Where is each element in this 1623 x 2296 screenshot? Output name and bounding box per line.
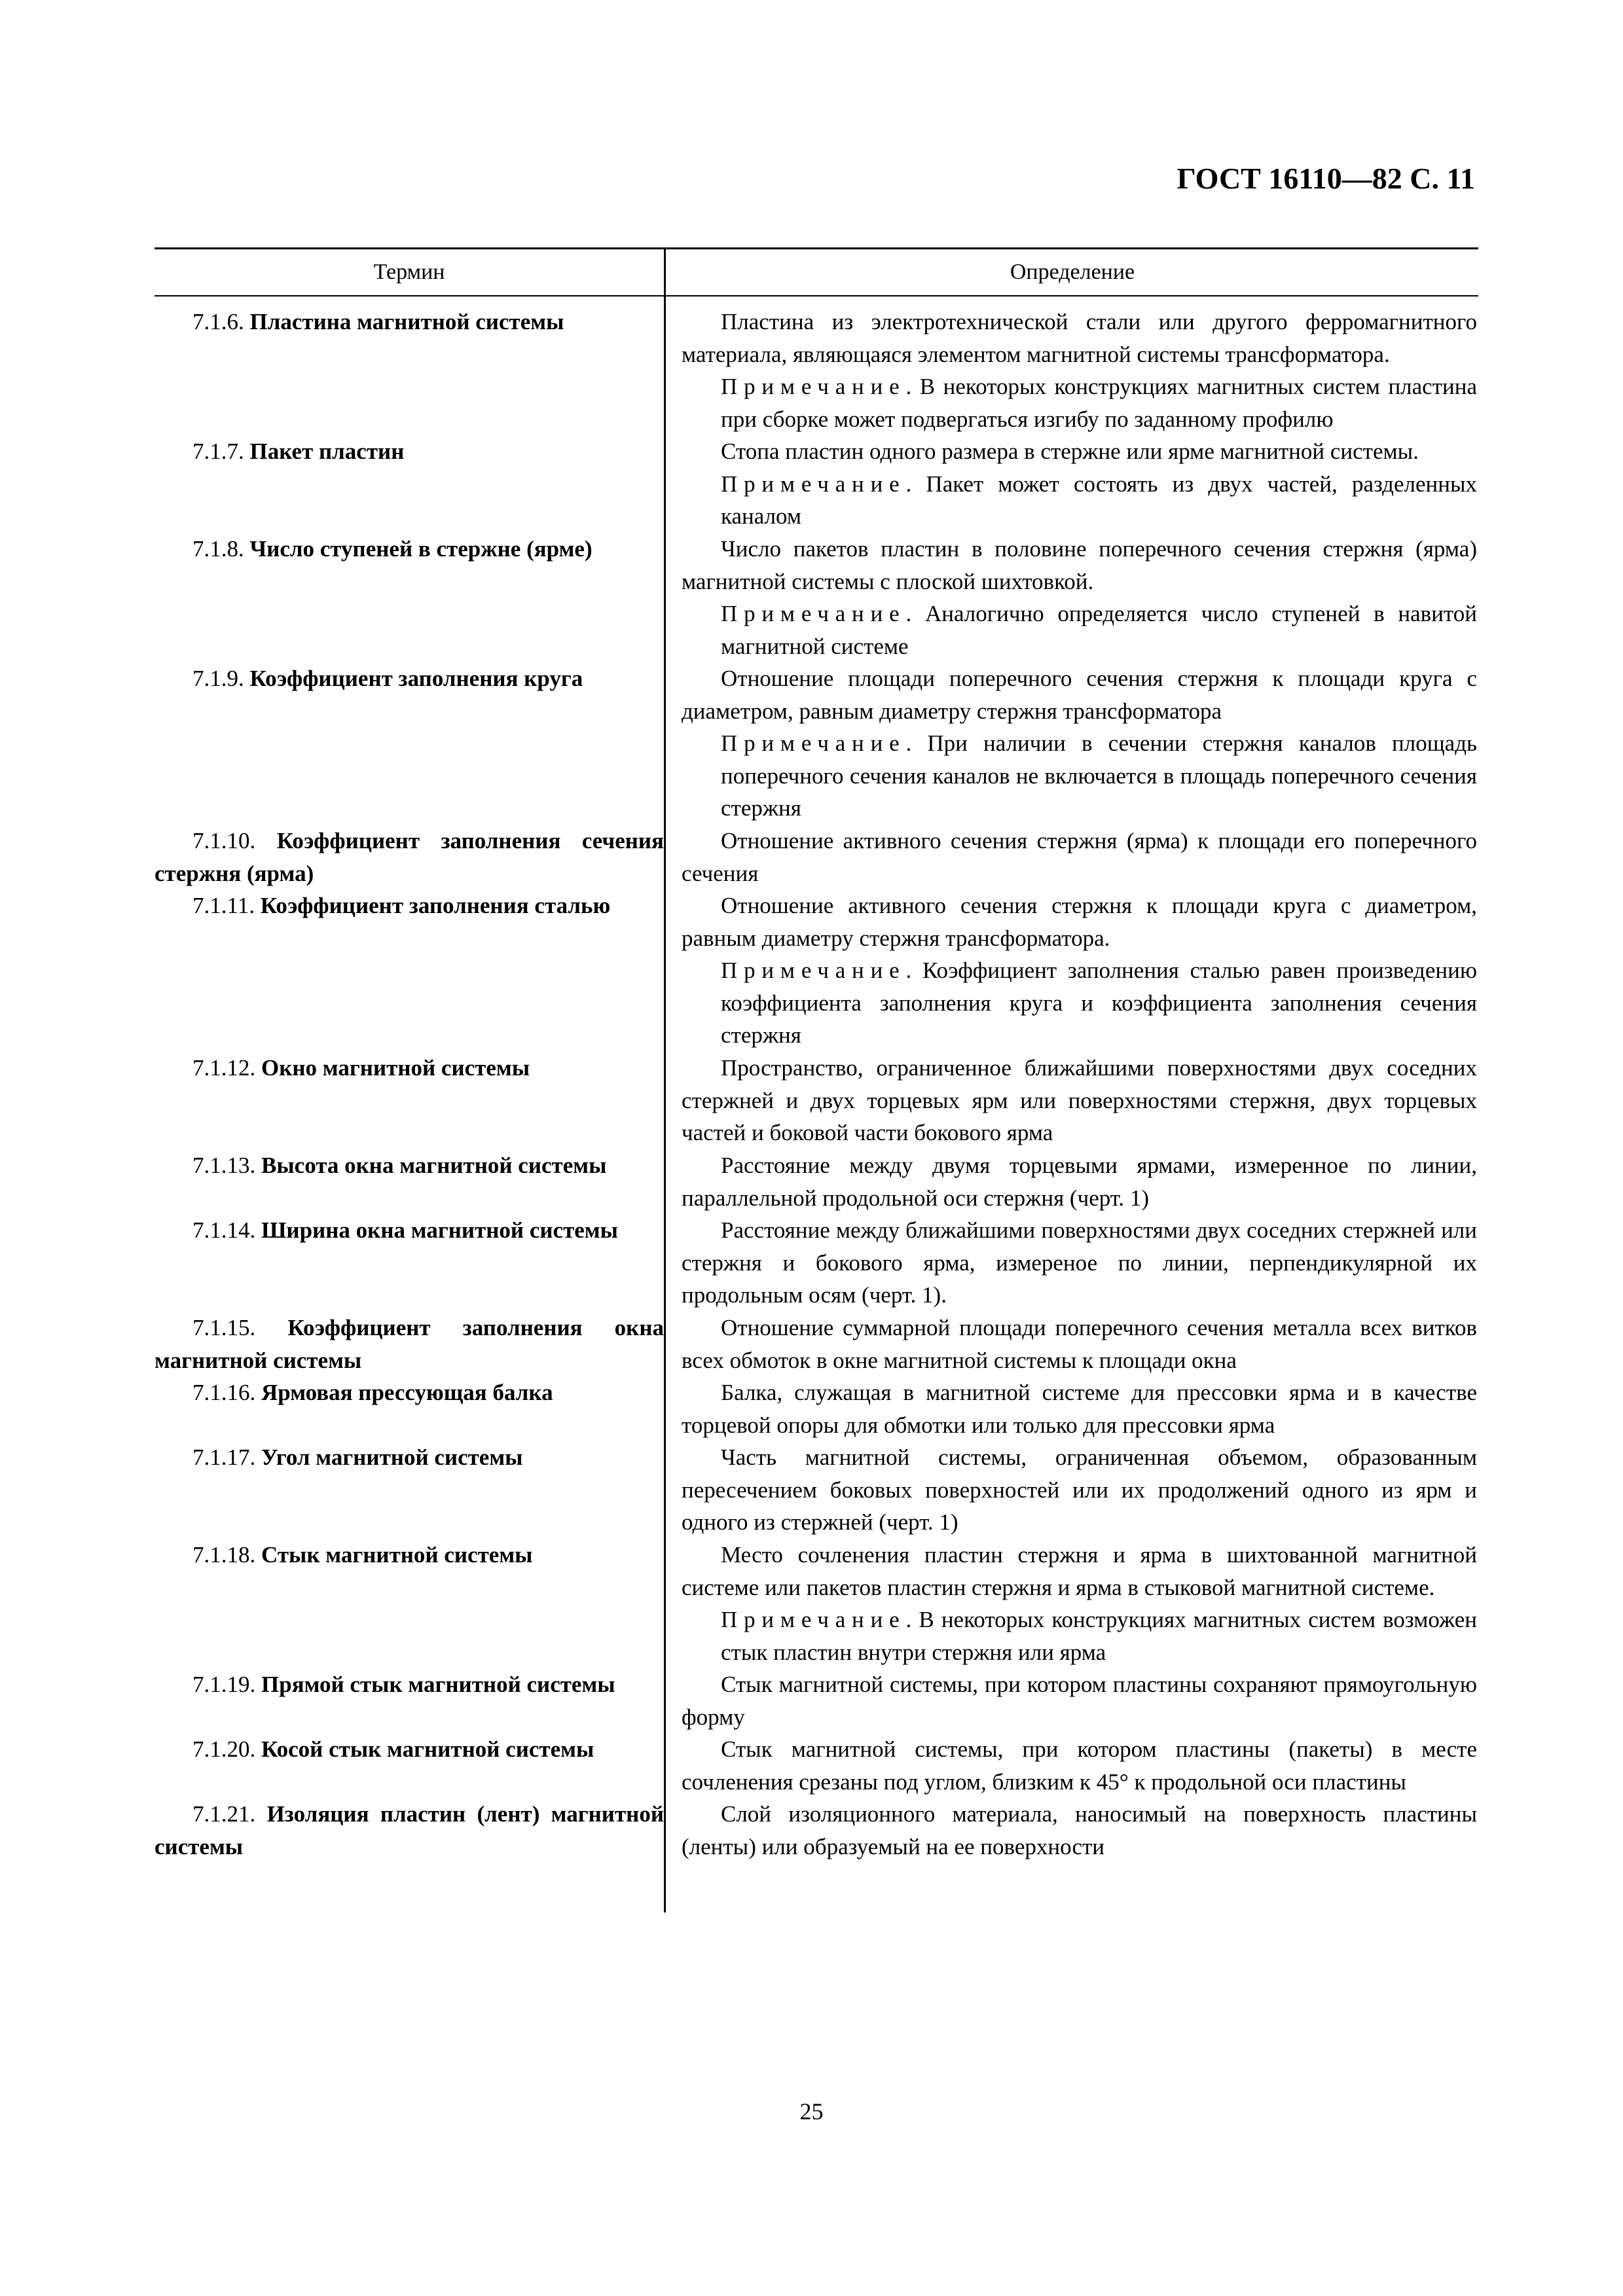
definition-text: Расстояние между двумя торцевыми ярмами, измеренное по линии, параллельной продольной оси стержня (черт. 1)	[682, 1153, 1477, 1211]
term-number: 7.1.19.	[192, 1672, 256, 1697]
page-number: 25	[799, 2098, 824, 2125]
note-text: Коэффициент заполнения сталью равен произведению коэффициента заполнения круга и коэффициента заполнения сечения стержня	[721, 958, 1477, 1048]
terms-column	[155, 296, 664, 1912]
definition-entry	[682, 662, 1477, 825]
definition-entry	[682, 1149, 1477, 1214]
definition-text: Расстояние между ближайшими поверхностями двух соседних стержней или стержня и бокового ярма, измереное по линии, перпендикулярной их продольным осям (черт. 1).	[682, 1217, 1477, 1308]
note-label: Примечание	[721, 601, 906, 626]
definition-text: Пространство, ограниченное ближайшими поверхностями двух соседних стержней и двух торцевых ярм или поверхностями стержня, двух торцевых частей и боковой части бокового ярма	[682, 1055, 1477, 1145]
note-label: Примечание	[721, 730, 906, 756]
definition-entry	[682, 1376, 1477, 1441]
definition-text: Часть магнитной системы, ограниченная объемом, образованным пересечением боковых поверхностей или их продолжений одного из ярм и одного из стержней (черт. 1)	[682, 1444, 1477, 1535]
term-number: 7.1.21.	[192, 1801, 256, 1827]
term-entry	[155, 1214, 664, 1312]
definition-text: Стык магнитной системы, при котором пластины сохраняют прямоугольную форму	[682, 1672, 1477, 1730]
term-number: 7.1.18.	[192, 1542, 256, 1568]
term-entry	[155, 1733, 664, 1798]
term-name: Ширина окна магнитной системы	[261, 1217, 618, 1243]
definition-note: Примечание. В некоторых конструкциях магнитных систем пластина при сборке может подвергаться изгибу по заданному профилю	[721, 374, 1478, 432]
definition-text: Пластина из электротехнической стали или другого ферромагнитного материала, являющаяся элементом магнитной системы трансформатора.	[682, 309, 1477, 367]
term-number: 7.1.8.	[192, 536, 244, 562]
term-entry	[155, 306, 664, 435]
term-entry	[155, 1312, 664, 1376]
note-text: При наличии в сечении стержня каналов площадь поперечного сечения каналов не включается в площадь поперечного сечения стержня	[721, 730, 1477, 821]
definitions-column	[664, 296, 1477, 1912]
column-header-term: Термин	[373, 260, 445, 284]
definition-text: Балка, служащая в магнитной системе для прессовки ярма и в качестве торцевой опоры для обмотки или только для прессовки ярма	[682, 1380, 1477, 1438]
term-number: 7.1.7.	[192, 439, 244, 464]
definition-text: Отношение площади поперечного сечения стержня к площади круга с диаметром, равным диаметру стержня трансформатора	[682, 666, 1477, 724]
term-name: Пакет пластин	[249, 439, 405, 464]
definition-entry	[682, 1733, 1477, 1798]
term-number: 7.1.13.	[192, 1153, 256, 1178]
definition-entry	[682, 1798, 1477, 1863]
definition-note: Примечание. При наличии в сечении стержня каналов площадь поперечного сечения каналов не включается в площадь поперечного сечения стержня	[721, 730, 1477, 821]
term-name: Коэффициент заполнения окна магнитной системы	[155, 1315, 664, 1373]
term-entry	[155, 825, 664, 889]
definition-entry	[682, 306, 1477, 435]
term-number: 7.1.20.	[192, 1736, 256, 1762]
note-text: В некоторых конструкциях магнитных систем возможен стык пластин внутри стержня или ярма	[721, 1607, 1477, 1665]
note-text: В некоторых конструкциях магнитных систем пластина при сборке может подвергаться изгибу по заданному профилю	[721, 374, 1478, 432]
definition-note: Примечание. В некоторых конструкциях магнитных систем возможен стык пластин внутри стержня или ярма	[721, 1607, 1477, 1665]
term-number: 7.1.10.	[192, 828, 256, 853]
definition-text: Число пакетов пластин в половине поперечного сечения стержня (ярма) магнитной системы с плоской шихтовкой.	[682, 536, 1477, 594]
term-name: Ярмовая прессующая балка	[261, 1380, 553, 1405]
term-number: 7.1.17.	[192, 1444, 256, 1470]
definition-entry	[682, 435, 1477, 533]
definition-entry	[682, 1441, 1477, 1539]
term-entry	[155, 1798, 664, 1863]
definition-entry	[682, 1052, 1477, 1149]
definition-entry	[682, 533, 1477, 662]
term-number: 7.1.15.	[192, 1315, 256, 1340]
term-name: Коэффициент заполнения сталью	[260, 893, 611, 918]
term-number: 7.1.14.	[192, 1217, 256, 1243]
term-name: Коэффициент заполнения сечения стержня (ярма)	[155, 828, 664, 886]
definition-text: Стык магнитной системы, при котором пластины (пакеты) в месте сочленения срезаны под углом, близким к 45° к продольной оси пластины	[682, 1736, 1477, 1795]
note-label: Примечание	[721, 1607, 906, 1632]
term-name: Прямой стык магнитной системы	[261, 1672, 615, 1697]
term-name: Число ступеней в стержне (ярме)	[249, 536, 593, 562]
definition-text: Стопа пластин одного размера в стержне или ярме магнитной системы.	[721, 439, 1419, 464]
term-entry	[155, 662, 664, 825]
definition-note: Примечание. Пакет может состоять из двух частей, разделенных каналом	[721, 471, 1477, 529]
document-header: ГОСТ 16110—82 С. 11	[1176, 162, 1475, 195]
definition-text: Слой изоляционного материала, наносимый на поверхность пластины (ленты) или образуемый на ее поверхности	[682, 1801, 1477, 1859]
definition-note: Примечание. Аналогично определяется число ступеней в навитой магнитной системе	[721, 601, 1477, 659]
term-name: Стык магнитной системы	[261, 1542, 533, 1568]
column-header-definition: Определение	[664, 249, 1479, 295]
term-entry	[155, 1149, 664, 1214]
definition-entry	[682, 889, 1477, 1052]
term-number: 7.1.11.	[192, 893, 255, 918]
definition-entry	[682, 1668, 1477, 1733]
definition-text: Место сочленения пластин стержня и ярма в шихтованной магнитной системе или пакетов пластин стержня и ярма в стыковой магнитной системе.	[682, 1542, 1477, 1600]
term-entry	[155, 533, 664, 662]
term-name: Косой стык магнитной системы	[261, 1736, 594, 1762]
term-number: 7.1.12.	[192, 1055, 256, 1081]
term-number: 7.1.9.	[192, 666, 244, 691]
term-name: Высота окна магнитной системы	[261, 1153, 607, 1178]
term-entry	[155, 1668, 664, 1733]
term-entry	[155, 889, 664, 1052]
definition-note: Примечание. Коэффициент заполнения сталью равен произведению коэффициента заполнения круга и коэффициента заполнения сечения стержня	[721, 958, 1477, 1048]
term-entry	[155, 1052, 664, 1149]
term-name: Коэффициент заполнения круга	[249, 666, 583, 691]
note-label: Примечание	[721, 958, 906, 983]
term-number: 7.1.16.	[192, 1380, 256, 1405]
note-text: Аналогично определяется число ступеней в навитой магнитной системе	[721, 601, 1477, 659]
definition-entry	[682, 1312, 1477, 1376]
note-label: Примечание	[721, 374, 906, 399]
term-entry	[155, 1376, 664, 1441]
term-entry	[155, 435, 664, 533]
term-entry	[155, 1539, 664, 1668]
term-number: 7.1.6.	[192, 309, 244, 334]
term-name: Угол магнитной системы	[261, 1444, 523, 1470]
note-label: Примечание	[721, 471, 906, 497]
definition-text: Отношение активного сечения стержня (ярма) к площади его поперечного сечения	[682, 828, 1477, 886]
definition-text: Отношение суммарной площади поперечного сечения металла всех витков всех обмоток в окне магнитной системы к площади окна	[682, 1315, 1477, 1373]
note-text: Пакет может состоять из двух частей, разделенных каналом	[721, 471, 1477, 529]
terms-table	[155, 247, 1478, 1912]
term-name: Изоляция пластин (лент) магнитной системы	[155, 1801, 665, 1859]
table-body	[155, 296, 1478, 1912]
term-name: Пластина магнитной системы	[249, 309, 564, 334]
definition-entry	[682, 825, 1477, 889]
definition-text: Отношение активного сечения стержня к площади круга с диаметром, равным диаметру стержня трансформатора.	[682, 893, 1477, 951]
table-header-row	[155, 249, 1478, 296]
definition-entry	[682, 1214, 1477, 1312]
term-entry	[155, 1441, 664, 1539]
definition-entry	[682, 1539, 1477, 1668]
term-name: Окно магнитной системы	[261, 1055, 530, 1081]
